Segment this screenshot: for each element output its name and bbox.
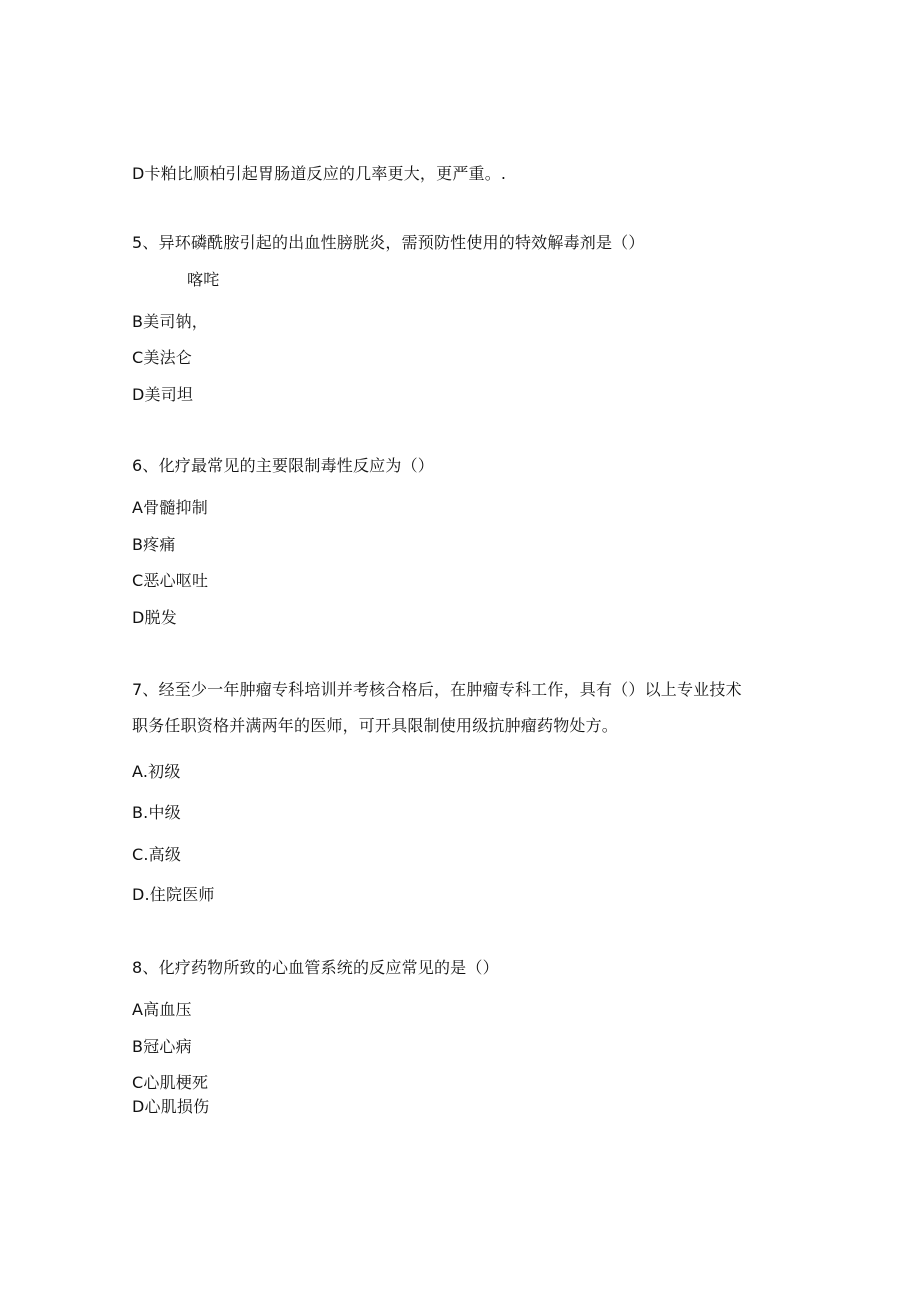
- q5-option-c: C美法仑: [132, 348, 192, 367]
- q5-question: 5、异环磷酰胺引起的出血性膀胱炎，需预防性使用的特效解毒剂是（）: [132, 233, 645, 252]
- q7-option-a: A.初级: [132, 762, 181, 781]
- q8-option-c: C心肌梗死: [132, 1073, 209, 1092]
- q6-option-d: D脱发: [132, 608, 177, 627]
- q8-option-d: D心肌损伤: [132, 1097, 210, 1116]
- q5-option-d: D美司坦: [132, 385, 194, 404]
- q7-option-b: B.中级: [132, 803, 181, 822]
- q7-question-line-1: 7、经至少一年肿瘤专科培训并考核合格后，在肿瘤专科工作，具有（）以上专业技术: [132, 680, 742, 699]
- q5-option-a: 喀咤: [187, 270, 220, 289]
- q7-option-d: D.住院医师: [132, 885, 215, 904]
- q7-question-line-2: 职务任职资格并满两年的医师，可开具限制使用级抗肿瘤药物处方。: [132, 716, 619, 735]
- q6-option-c: C恶心呕吐: [132, 571, 209, 590]
- q6-option-b: B疼痛: [132, 535, 176, 554]
- q6-question: 6、化疗最常见的主要限制毒性反应为（）: [132, 456, 434, 475]
- q8-option-a: A高血压: [132, 1000, 192, 1019]
- q4-option-d: D卡粕比顺柏引起胃肠道反应的几率更大，更严重。.: [132, 164, 507, 183]
- q8-option-b: B冠心病: [132, 1037, 192, 1056]
- q5-option-b: B美司钠，: [132, 312, 208, 331]
- q6-option-a: A骨髓抑制: [132, 498, 208, 517]
- q7-option-c: C.高级: [132, 845, 182, 864]
- q8-question: 8、化疗药物所致的心血管系统的反应常见的是（）: [132, 958, 499, 977]
